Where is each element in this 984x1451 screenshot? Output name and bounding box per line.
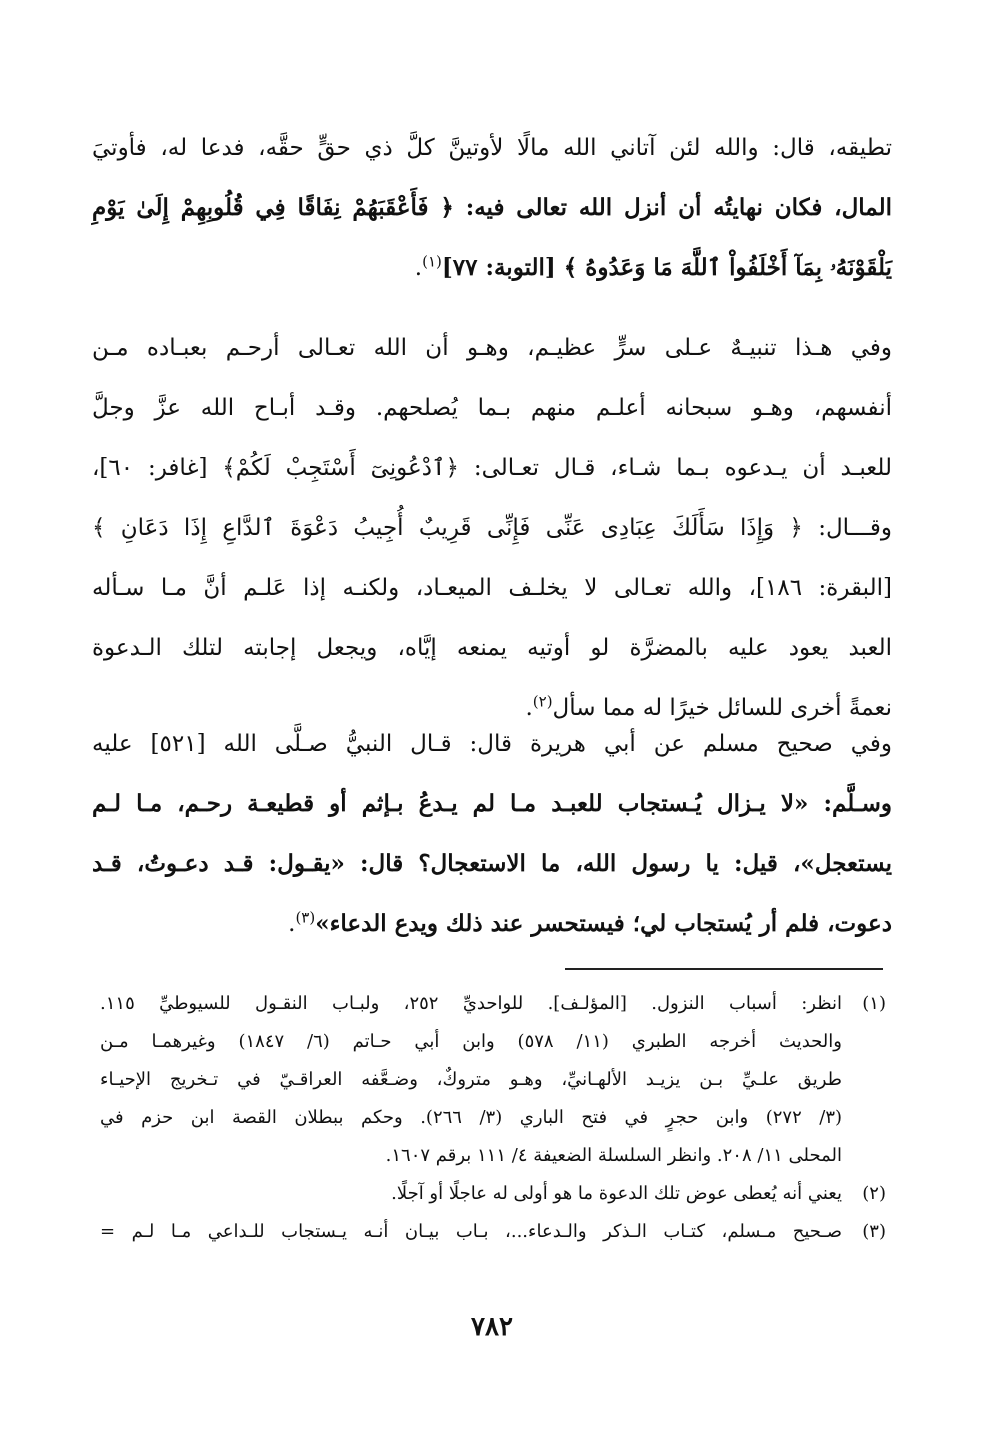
- footnote-reference: (٢): [532, 692, 553, 711]
- quran-verse-line: وقـــال: ﴿ وَإِذَا سَأَلَكَ عِبَادِى عَنِّى فَإِنِّى قَرِيبٌ أُجِيبُ دَعْوَةَ ٱلدَّاعِ إِذَا دَعَانِ ﴾: [92, 515, 892, 541]
- text-line: أنفسهم، وهـو سبحانه أعلـم منهم بـما يُصلحهم. وقـد أبـاح الله عزَّ وجلَّ: [92, 395, 892, 421]
- footnote-line: (٣/ ٢٧٢) وابن حجرٍ في فتح الباري (٣/ ٢٦٦). وحكم ببطلان القصة ابن حزم في: [100, 1107, 843, 1128]
- footnote-2: [100, 1175, 886, 1213]
- footnote-number: (١): [862, 993, 886, 1014]
- text-line: العبد يعود عليه بالمضرَّة لو أوتيه يمنعه إيَّاه، ويجعل إجابته لتلك الـدعوة: [92, 635, 892, 661]
- quran-verse-end: يَلْقَوْنَهُۥ بِمَآ أَخْلَفُواْ ٱللَّهَ مَا وَعَدُوهُ ﴾ [التوبة: ٧٧]: [441, 254, 892, 281]
- footnote-line: انظر: أسباب النزول. [المؤلـف]. للواحديِّ ٢٥٢، ولبـاب النقـول للسيوطيِّ ١١٥.: [100, 993, 842, 1014]
- text-line: يَلْقَوْنَهُۥ بِمَآ أَخْلَفُواْ ٱللَّهَ مَا وَعَدُوهُ ﴾ [التوبة: ٧٧]$^{(١)}$.: [414, 252, 892, 281]
- footnote-line: المحلى ١١/ ٢٠٨. وانظر السلسلة الضعيفة ٤/ ١١١ برقم ١٦٠٧.: [385, 1145, 842, 1166]
- paragraph-2: [92, 318, 892, 738]
- text-line: وفي صحيح مسلم عن أبي هريرة قال: قـال النبيُّ صـلَّى الله [٥٢١] عليه: [92, 731, 892, 757]
- quran-verse-line: المال، فكان نهايتُه أن أنزل الله تعالى فيه: ﴿ فَأَعْقَبَهُمْ نِفَاقًا فِي قُلُوبِهِمْ إِلَىٰ يَوْمِ: [92, 194, 892, 221]
- footnote-line: صـحيح مـسلم، كتـاب الـذكر والـدعاء...، بـاب بيـان أنـه يـستجاب للـداعي مـا لـم =: [100, 1221, 842, 1242]
- hadith-line: وسـلَّم: «لا يـزال يُـستجاب للعبـد مـا لم يـدعُ بـإثم أو قطيعـة رحـم، مـا لـم: [92, 790, 892, 817]
- footnote-3: [100, 1213, 886, 1251]
- paragraph-1: [92, 118, 892, 298]
- footnote-line: طريق علـيِّ بـن يزيـد الألهـانيِّ، وهـو متروكٌ، وضـعَّفه العراقـيّ في تـخريج الإحيـاء: [100, 1069, 842, 1090]
- footnote-number: (٢): [862, 1183, 886, 1204]
- footnote-line: والحديث أخرجه الطبري (١١/ ٥٧٨) وابن أبي حـاتم (٦/ ١٨٤٧) وغيرهمـا مـن: [100, 1031, 842, 1052]
- paragraph-3: [92, 714, 892, 954]
- footnote-number: (٣): [862, 1221, 886, 1242]
- text-line-end: نعمةً أخرى للسائل خيرًا له مما سأل: [552, 695, 892, 721]
- footnote-line: يعني أنه يُعطى عوض تلك الدعوة ما هو أولى له عاجلًا أو آجلًا.: [391, 1183, 842, 1204]
- hadith-line: يستعجل»، قيل: يا رسول الله، ما الاستعجال؟ قال: «يقـول: قـد دعـوتُ، قـد: [92, 850, 892, 877]
- text-line: للعبـد أن يـدعوه بـما شـاء، قـال تعـالى: ﴿ٱدْعُونِىٓ أَسْتَجِبْ لَكُمْ﴾ [غافر: ٦٠]،: [92, 455, 892, 481]
- text-line: تطيقه، قال: والله لئن آتاني الله مالًا لأوتينَّ كلَّ ذي حقٍّ حقَّه، فدعا له، فأوتيَ: [92, 135, 892, 161]
- footnote-reference: (١): [422, 252, 442, 271]
- text-line: نعمةً أخرى للسائل خيرًا له مما سأل$^{(٢)}$.: [525, 692, 892, 721]
- footnotes: [100, 985, 886, 1251]
- footnote-1: [100, 985, 886, 1175]
- footnote-reference: (٣): [295, 908, 316, 927]
- text-line: وفي هـذا تنبيـهٌ عـلى سرٍّ عظيـم، وهـو أن الله تعـالى أرحـم بعبـاده مـن: [92, 335, 892, 361]
- hadith-line-end: دعوت، فلم أر يُستجاب لي؛ فيستحسر عند ذلك ويدع الدعاء»: [315, 910, 892, 937]
- page-number: ٧٨٢: [471, 1312, 513, 1342]
- hadith-line: دعوت، فلم أر يُستجاب لي؛ فيستحسر عند ذلك ويدع الدعاء»$^{(٣)}$.: [288, 908, 892, 937]
- footnote-separator: [565, 968, 883, 970]
- text-line: [البقرة: ١٨٦]، والله تعـالى لا يخلـف الميعـاد، ولكنـه إذا عَلـم أنَّ مـا سـأله: [92, 575, 892, 601]
